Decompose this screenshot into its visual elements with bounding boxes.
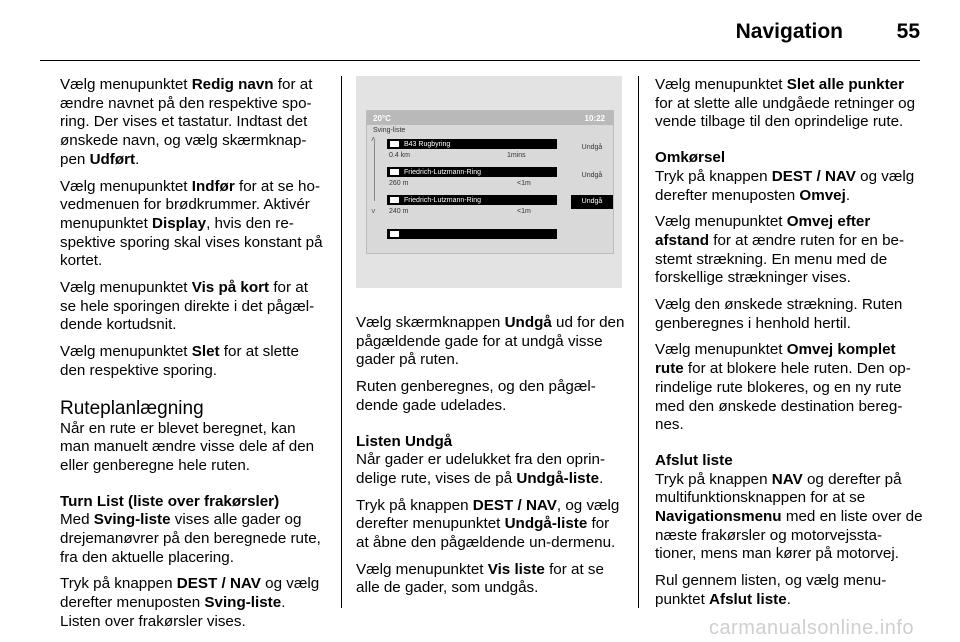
page-number: 55 (896, 20, 920, 43)
subsection-heading: Listen Undgå (356, 432, 453, 450)
paragraph: Vælg menupunktet Vis på kort for at se hele sporingen direkte i det pågæl-dende kortudsnit. (60, 279, 315, 334)
paragraph: Vælg skærmknappen Undgå ud for den pågældende gade for at undgå visse gader på ruten. (356, 314, 625, 369)
paragraph: Vælg menupunktet Indfør for at se ho-vedmenuen for brødkrummer. Aktivér menupunktet Display, hvis den re-spektive sporing skal vises konstant på kortet. (60, 177, 323, 270)
column-divider (638, 76, 639, 608)
list-item[interactable]: Friedrich-Lutzmann-Ring (387, 167, 557, 177)
status-bar (367, 111, 613, 125)
watermark: carmanualsonline.info (708, 617, 914, 639)
destination-icon (390, 231, 399, 237)
paragraph: Med Sving-liste vises alle gader og drejemanøvrer på den beregnede rute, fra den aktuelle placering. (60, 511, 321, 566)
paragraph: Tryk på knappen DEST / NAV og vælg derefter menuposten Sving-liste. Listen over frakørsler vises. (60, 575, 320, 630)
turn-icon (390, 197, 399, 203)
distance: 0.4 km (389, 152, 411, 159)
paragraph: Ruten genberegnes, og den pågæl-dende gade udelades. (356, 378, 596, 414)
list-item[interactable]: Friedrich-Lutzmann-Ring (387, 195, 557, 205)
subsection-heading: Omkørsel (655, 149, 726, 167)
subsection-heading: Turn List (liste over frakørsler) (60, 492, 280, 510)
scroll-up-icon[interactable]: ˄ (371, 135, 376, 144)
paragraph: Vælg menupunktet Slet alle punkter for at slette alle undgåede retninger og vende tilbage til den oprindelige rute. (655, 76, 916, 131)
page-header (0, 0, 960, 62)
scroll-down-icon[interactable]: ˅ (371, 207, 376, 216)
distance: 240 m (389, 208, 409, 215)
header-rule (40, 60, 920, 61)
temperature: 20°C (373, 114, 391, 123)
section-heading: Ruteplanlægning (60, 397, 204, 419)
paragraph: Vælg menupunktet Omvej komplet rute for at blokere hele ruten. Den op-rindelige rute blokeres, og en ny rute med den ønskede destination bereg-nes. (655, 341, 911, 434)
paragraph: Vælg menupunktet Redig navn for at ændre navnet på den respektive spo-ring. Der vises et tastatur. Indtast det ønskede navn, og vælg skærmknap-pen Udført. (60, 76, 313, 168)
destination-row[interactable] (387, 229, 557, 239)
subsection-heading: Afslut liste (655, 451, 733, 469)
road-sign-icon (390, 141, 399, 147)
distance: 260 m (389, 180, 409, 187)
paragraph: Når gader er udelukket fra den oprin-delige rute, vises de på Undgå-liste. (356, 451, 606, 487)
paragraph: Tryk på knappen DEST / NAV og vælg derefter menuposten Omvej. (655, 167, 915, 204)
paragraph: Rul gennem listen, og vælg menu-punktet Afslut liste. (655, 572, 887, 608)
paragraph: Tryk på knappen NAV og derefter på multifunktionsknappen for at se Navigationsmenu med en liste over de næste frakørsler og motorvejssta-tioner, mens man kører på motorvej. (655, 470, 923, 563)
paragraph: Tryk på knappen DEST / NAV, og vælg derefter menupunktet Undgå-liste for at åbne den pågældende un-dermenu. (356, 496, 620, 552)
clock: 10:22 (584, 114, 605, 123)
paragraph: Vælg menupunktet Vis liste for at se alle de gader, som undgås. (356, 560, 604, 597)
column-2 (356, 76, 626, 606)
page-title: Navigation (735, 20, 843, 43)
paragraph: Når en rute er blevet beregnet, kan man manuelt ændre visse dele af den eller genberegne hele ruten. (60, 419, 315, 474)
duration: <1m (517, 180, 531, 187)
paragraph: Vælg menupunktet Slet for at slette den respektive sporing. (60, 343, 299, 379)
turn-icon (390, 169, 399, 175)
avoid-button[interactable]: Undgå (581, 144, 603, 151)
list-title: Sving-liste (373, 127, 406, 134)
column-divider (341, 76, 342, 608)
avoid-button[interactable]: Undgå (581, 172, 603, 179)
paragraph: Vælg den ønskede strækning. Ruten genberegnes i henhold hertil. (655, 296, 903, 332)
column-1 (60, 76, 325, 640)
duration: 1mins (507, 152, 526, 159)
avoid-button[interactable]: Undgå (571, 195, 613, 209)
infotainment-screen (366, 110, 614, 254)
duration: <1m (517, 208, 531, 215)
screenshot-figure (356, 76, 622, 288)
paragraph: Vælg menupunktet Omvej efter afstand for at ændre ruten for en be-stemt strækning. En menu med de forskellige strækninger vises. (655, 213, 905, 287)
scrollbar[interactable] (374, 141, 375, 201)
list-item[interactable]: B43 Rugbyring (387, 139, 557, 149)
column-3 (655, 76, 923, 618)
